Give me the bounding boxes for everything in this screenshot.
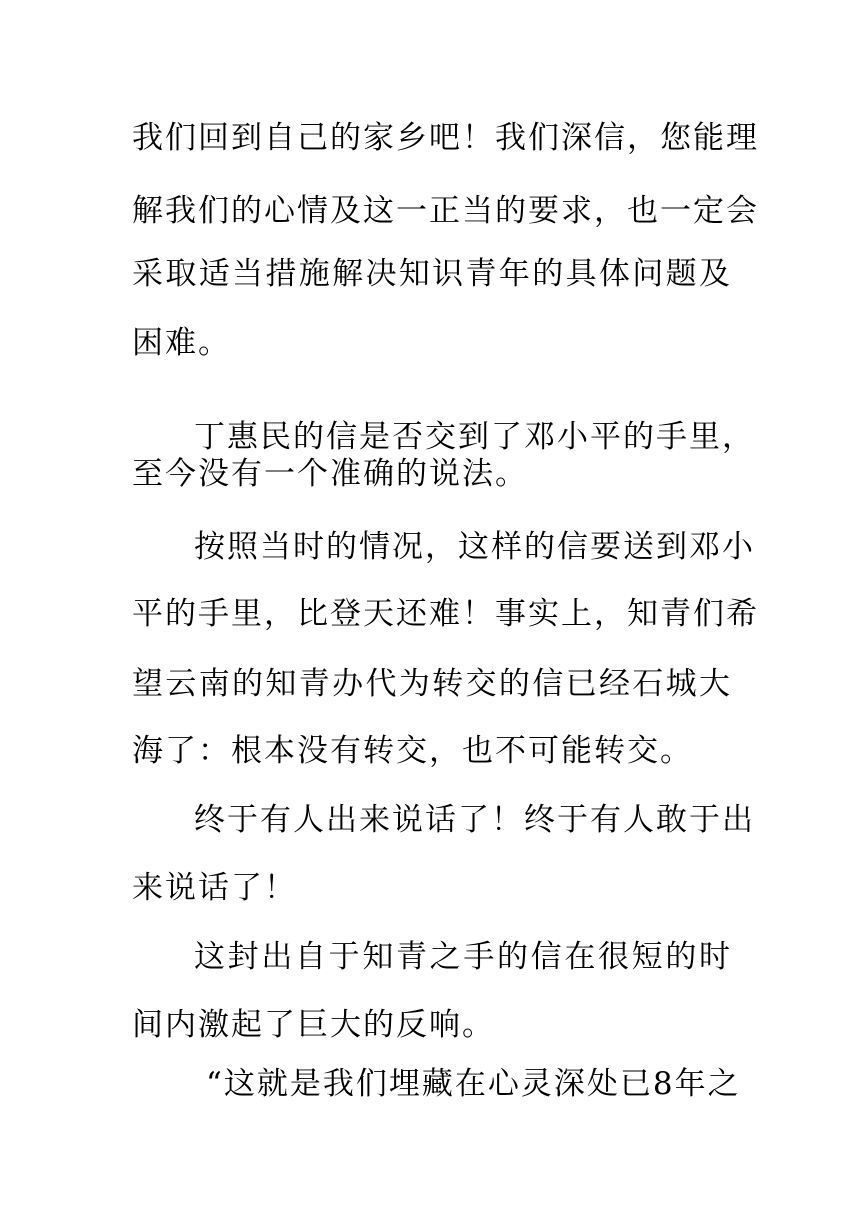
paragraph-first-line: 丁惠民的信是否交到了邓小平的手里， — [194, 419, 755, 455]
text-line: 间内激起了巨大的反响。 — [132, 1007, 495, 1043]
quote-paragraph-first-line: “这就是我们埋藏在心灵深处已8年之 — [206, 1066, 741, 1102]
text-line: 平的手里，比登天还难！事实上，知青们希 — [132, 596, 759, 632]
paragraph-first-line: 这封出自于知青之手的信在很短的时 — [194, 939, 732, 975]
text-line: 采取适当措施解决知识青年的具体问题及 — [132, 256, 732, 292]
paragraph-first-line: 终于有人出来说话了！终于有人敢于出 — [194, 802, 755, 838]
text-line: 解我们的心情及这一正当的要求，也一定会 — [132, 193, 759, 229]
text-line: 至今没有一个准确的说法。 — [132, 456, 528, 492]
text-line: 我们回到自己的家乡吧！我们深信，您能理 — [132, 120, 759, 156]
text-line: 望云南的知青办代为转交的信已经石城大 — [132, 666, 732, 702]
paragraph-first-line: 按照当时的情况，这样的信要送到邓小 — [194, 529, 755, 565]
text-line: 困难。 — [132, 325, 231, 361]
text-line: 来说话了！ — [132, 870, 297, 906]
text-line: 海了：根本没有转交，也不可能转交。 — [132, 733, 693, 769]
